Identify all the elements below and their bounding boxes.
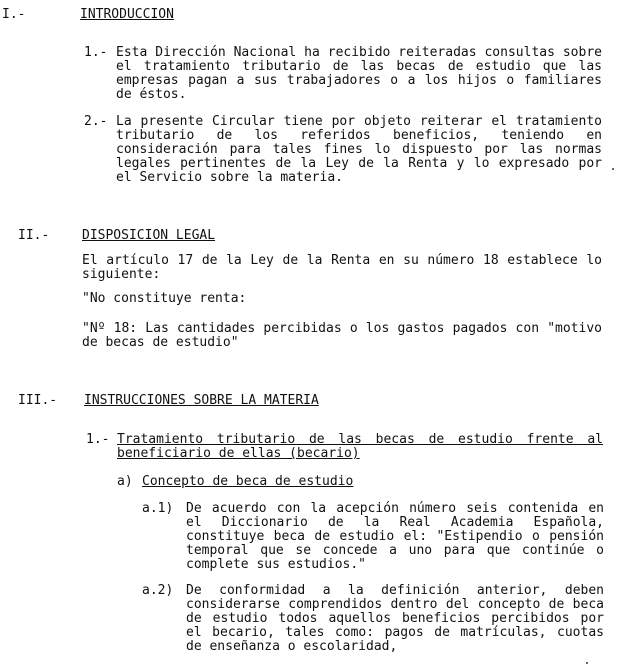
section-1-number: I.-: [2, 7, 26, 22]
intro-item-2-number: 2.-: [84, 114, 108, 129]
scan-speck: [586, 662, 588, 664]
scan-speck: [612, 168, 614, 170]
item-a1-number: a.1): [142, 501, 174, 516]
intro-item-1-number: 1.-: [84, 45, 108, 60]
intro-item-1-text: Esta Dirección Nacional ha recibido reiteradas consultas sobre el tratamiento tributario de las becas de estudio que las empresas pagan a sus trabajadores o a los hijos o familiares de éstos.: [116, 45, 602, 102]
legal-paragraph-1: El artículo 17 de la Ley de la Renta en su número 18 establece lo siguiente:: [82, 253, 602, 282]
section-2-heading: DISPOSICION LEGAL: [82, 228, 216, 243]
intro-item-2-text: La presente Circular tiene por objeto reiterar el tratamiento tributario de los referidos beneficios, teniendo en consideración para tales fines lo dispuesto por las normas legales pertinentes de la Ley de la Renta y lo expresado por el Servicio sobre la materia.: [116, 114, 602, 185]
section-3-heading: INSTRUCCIONES SOBRE LA MATERIA: [84, 393, 319, 408]
subsection-a-title: Concepto de beca de estudio: [142, 474, 354, 489]
section-3-number: III.-: [18, 393, 58, 408]
item-a2-number: a.2): [142, 583, 174, 598]
item-a2-text: De conformidad a la definición anterior, deben considerarse comprendidos dentro del concepto de beca de estudio todos aquellos beneficios percibidos por el becario, tales como: pagos de matrículas, cuotas de enseñanza o escolaridad,: [186, 583, 604, 654]
subsection-a-label: a): [117, 474, 133, 489]
item-a1-text: De acuerdo con la acepción número seis contenida en el Diccionario de la Real Academia Española, constituye beca de estudio el: "Estipendio o pensión temporal que se concede a uno para que continúe o complete sus estudios.": [186, 501, 604, 572]
section-2-number: II.-: [18, 228, 50, 243]
legal-quote-2: "Nº 18: Las cantidades percibidas o los gastos pagados con "motivo de becas de estudio": [82, 321, 602, 350]
subsection-1-title: Tratamiento tributario de las becas de estudio frente al beneficiario de ellas (becario): [117, 432, 603, 461]
section-1-heading: INTRODUCCION: [80, 7, 174, 22]
legal-quote-1: "No constituye renta:: [82, 291, 247, 306]
subsection-1-number: 1.-: [86, 432, 110, 447]
